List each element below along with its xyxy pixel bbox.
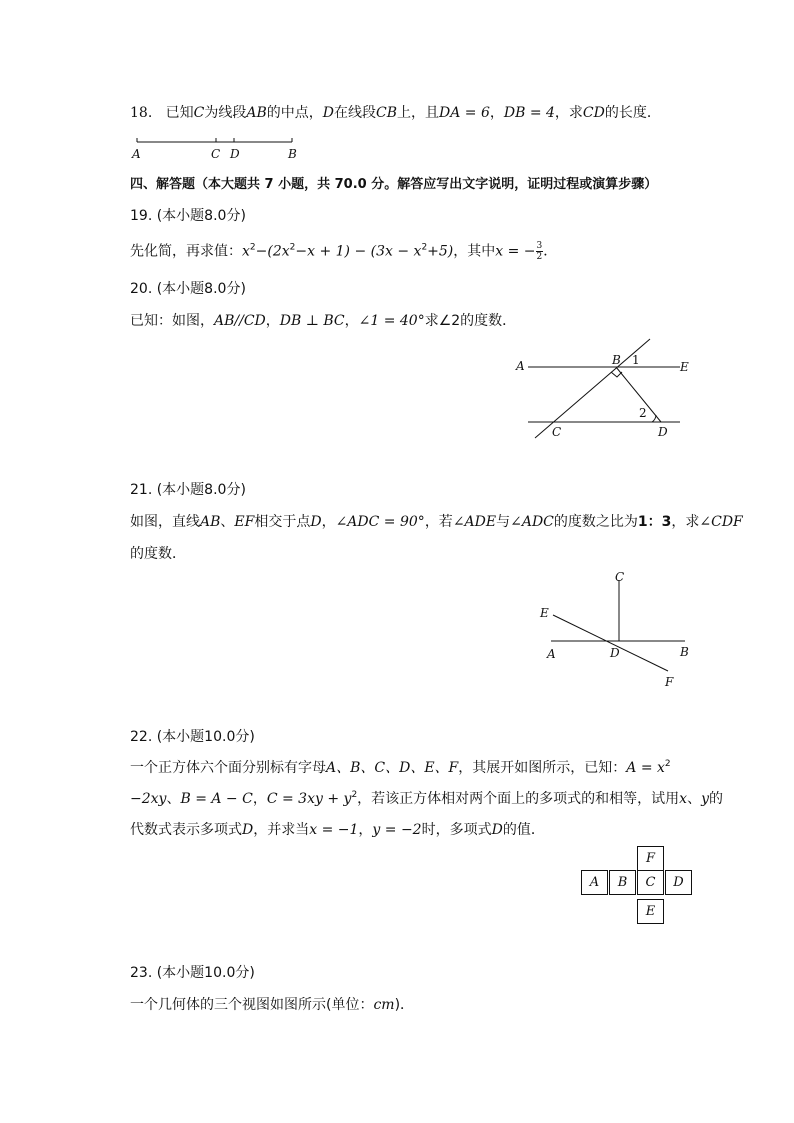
net-face-b: B (609, 870, 636, 895)
label-a: A (516, 359, 525, 373)
q23-header: 23. (本小题10.0分) (130, 965, 255, 981)
label-f: F (665, 675, 674, 689)
q19-header: 19. (本小题8.0分) (130, 208, 246, 224)
q22-text-line3: 代数式表示多项式D，并求当x = −1，y = −2时，多项式D的值． (130, 822, 545, 838)
net-face-f: F (637, 846, 664, 871)
q22-text-line2: −2xy、B = A − C，$C = 3xy + y^2$，若该正方体相对两个面上的多项式的和相等，试用x、y的 (130, 790, 723, 807)
net-face-d: D (665, 870, 692, 895)
q20-parallel-lines-figure (510, 335, 695, 445)
net-face-c: C (637, 870, 664, 895)
label-c: C (211, 147, 221, 161)
label-e: E (680, 360, 689, 374)
q19-text: 先化简，再求值：$x^2-(2x^2-x + 1) - (3x - x^2+5)$，其中x = − $\frac{3}{2}$ ． (130, 241, 558, 262)
q21-text-line1: 如图，直线AB、EF相交于点D，∠ADC = 90°，若∠ADE与∠ADC的度数之比为1：3，求∠CDF (130, 514, 743, 530)
label-b: B (612, 353, 621, 367)
q20-text: 已知：如图，AB//CD，DB ⊥ BC，∠1 = 40°求∠2的度数． (130, 313, 517, 329)
label-b: B (288, 147, 297, 161)
q18-number: 18. (130, 105, 153, 121)
fraction-three-halves: $\frac{3}{2}$ (536, 241, 543, 262)
q21-text-line2: 的度数． (130, 546, 186, 562)
label-c: C (615, 570, 625, 584)
label-1: 1 (632, 353, 640, 367)
q21-intersecting-lines-figure (535, 568, 705, 693)
label-a: A (132, 147, 141, 161)
section-title: 四、解答题（本大题共 7 小题，共 70.0 分。解答应写出文字说明，证明过程或演算步骤） (130, 177, 658, 192)
label-2: 2 (639, 406, 647, 420)
q18-text: 18. 已知C为线段AB的中点，D在线段CB上，且DA = 6，DB = 4，求CD的长度． (130, 105, 661, 121)
label-b: B (680, 645, 689, 659)
q23-text: 一个几何体的三个视图如图所示(单位：cm)． (130, 997, 415, 1013)
net-face-a: A (581, 870, 608, 895)
net-face-e: E (637, 899, 664, 924)
q22-header: 22. (本小题10.0分) (130, 729, 255, 745)
q21-header: 21. (本小题8.0分) (130, 482, 246, 498)
label-d: D (230, 147, 240, 161)
q18-segment-figure (130, 135, 310, 165)
q22-text-line1: 一个正方体六个面分别标有字母A、B、C、D、E、F，其展开如图所示，已知：$A = x^2$ (130, 759, 671, 776)
label-d: D (658, 425, 668, 439)
label-a: A (547, 647, 556, 661)
q20-header: 20. (本小题8.0分) (130, 281, 246, 297)
label-e: E (540, 606, 549, 620)
label-c: C (552, 425, 562, 439)
label-d: D (610, 646, 620, 660)
